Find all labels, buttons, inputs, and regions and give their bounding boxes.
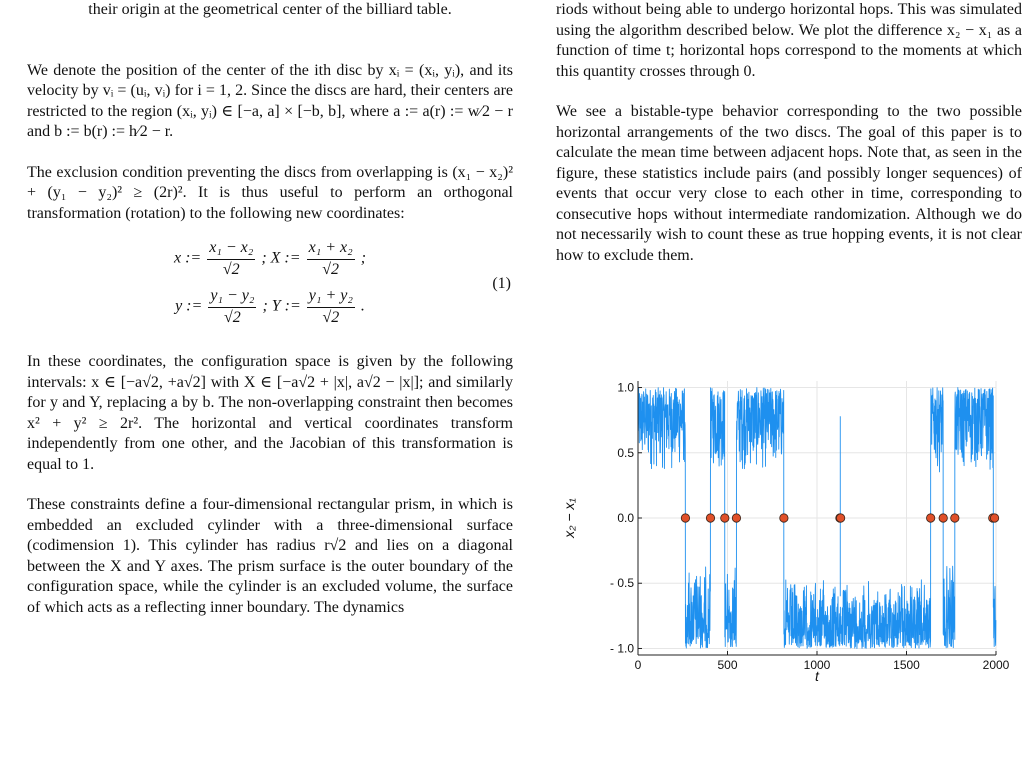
figure-caption-tail: their origin at the geometrical center of the billiard table.: [88, 1, 452, 18]
x-tick-label: 1500: [893, 658, 920, 672]
x-tick-label: 1000: [803, 658, 831, 672]
equation-1: [27, 238, 513, 334]
crossing-marker: [732, 514, 740, 522]
hop-time-series-figure: [556, 355, 1016, 684]
left-column: [27, 0, 513, 618]
crossing-marker: [926, 514, 934, 522]
crossing-marker: [836, 514, 844, 522]
paragraph-exclusion: The exclusion condition preventing the discs from overlapping is (x₁ − x₂)² + (y₁ − y₂)² ≥ (2r)². It is thus useful to perform an orthogonal transformation (rotation) to the following new coordinates:: [27, 163, 513, 222]
equation-row-x: x := $\frac{\text{x₁ − x₂}}{√2}$ ; X := $\frac{\text{x₁ + x₂}}{√2}$ ;: [173, 239, 367, 278]
crossing-marker: [681, 514, 689, 522]
y-tick-label: 0.0: [617, 511, 634, 525]
y-tick-label: 0.5: [617, 445, 634, 460]
x-axis-label: t: [815, 668, 819, 684]
chart-svg: [556, 355, 1016, 684]
y-tick-label: 1.0: [617, 380, 634, 395]
paragraph-bistable: We see a bistable-type behavior corresponding to the two possible horizontal arrangements of the two discs. The goal of this paper is to calculate the mean time between adjacent hops. Note that, as seen in the figure, these statistics include pairs (and possibly longer sequences) of events that occur very close to each other in time, corresponding to consecutive hops without intermediate randomization. Although we do not necessarily wish to count these as true hopping events, it is not clear how to exclude them.: [556, 103, 1022, 264]
y-tick-label: - 1.0: [609, 641, 634, 656]
paragraph-positions: We denote the position of the center of the ith disc by xᵢ = (xᵢ, yᵢ), and its velocity by vᵢ = (uᵢ, vᵢ) for i = 1, 2. Since the discs are hard, their centers are restricted to the region (xᵢ, yᵢ) ∈ [−a, a] × [−b, b], where a := a(r) := w⁄2 − r and b := b(r) := h⁄2 − r.: [27, 61, 513, 140]
equation-row-y: y := $\frac{\text{y₁ − y₂}}{√2}$ ; Y := $\frac{\text{y₁ + y₂}}{√2}$ .: [175, 287, 365, 326]
equation-number: (1): [492, 275, 511, 292]
x-tick-label: 500: [717, 658, 738, 672]
y-axis-label: x₂ − x₁: [561, 498, 577, 538]
crossing-marker: [939, 514, 947, 522]
x-tick-label: 2000: [982, 658, 1010, 672]
paragraph-constraints: These constraints define a four-dimensional rectangular prism, in which is embedded an excluded cylinder with a three-dimensional surface (codimension 1). This cylinder has radius r√2 and lies on a diagonal between the X and Y axes. The prism surface is the outer boundary of the configuration space, while the cylinder is an excluded volume, the surface of which acts as a reflecting inner boundary. The dynamics: [27, 496, 513, 616]
crossing-marker: [990, 514, 998, 522]
crossing-marker: [706, 514, 714, 522]
x-tick-label: 0: [634, 658, 642, 672]
crossing-marker: [721, 514, 729, 522]
crossing-marker: [780, 514, 788, 522]
y-tick-label: - 0.5: [609, 576, 634, 591]
crossing-marker: [951, 514, 959, 522]
paragraph-configuration-space: In these coordinates, the configuration space is given by the following intervals: x ∈ [−a√2, +a√2] with X ∈ [−a√2 + |x|, a√2 − |x|]; and similarly for y and Y, replacing a by b. The non-overlapping constraint then becomes x² + y² ≥ 2r². The horizontal and vertical coordinates transform independently from one other, and the Jacobian of this transformation is equal to 1.: [27, 353, 513, 473]
right-column: [556, 0, 1022, 266]
paragraph-simulation: riods without being able to undergo horizontal hops. This was simulated using the algorithm described below. We plot the difference x₂ − x₁ as a function of time t; horizontal hops correspond to the moments at which this quantity crosses through 0.: [556, 1, 1022, 80]
